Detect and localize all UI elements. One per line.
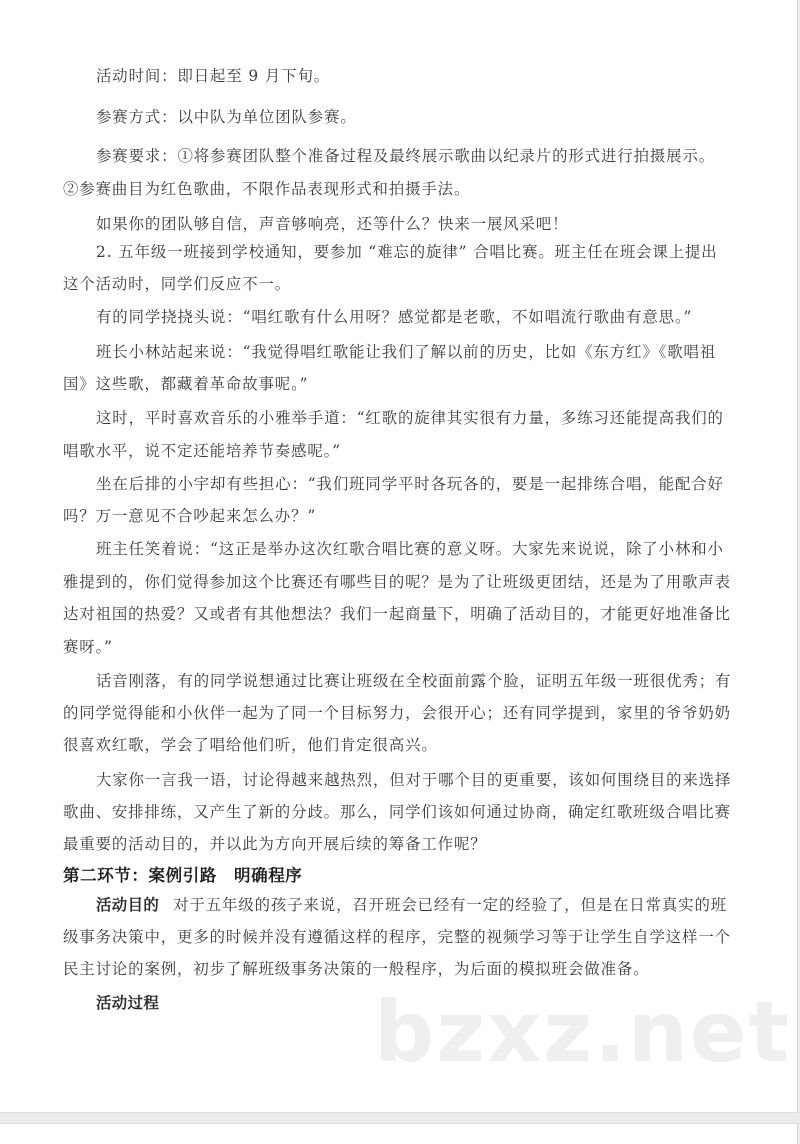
text-line: 级事务决策中，更多的时候并没有遵循这样的程序，完整的视频学习等于让学生自学这样一个 — [63, 928, 731, 946]
text-line: 大家你一言我一语，讨论得越来越热烈，但对于哪个目的更重要，该如何围绕目的来选择 — [96, 771, 732, 789]
text-line: 唱歌水平，说不定还能培养节奏感呢。” — [63, 442, 342, 460]
watermark: bzxz.net — [374, 983, 791, 1081]
text-line: 有的同学挠挠头说：“唱红歌有什么用呀？感觉都是老歌，不如唱流行歌曲有意思。” — [96, 308, 693, 326]
text-line: 参赛要求：①将参赛团队整个准备过程及最终展示歌曲以纪录片的形式进行拍摄展示。 — [96, 147, 716, 165]
text-line: 的同学觉得能和小伙伴一起为了同一个目标努力，会很开心；还有同学提到，家里的爷爷奶奶 — [63, 704, 731, 722]
text-line: 活动时间：即日起至 9 月下旬。 — [96, 67, 331, 85]
text-line: 班长小林站起来说：“我觉得唱红歌能让我们了解以前的历史，比如《东方红》《歌唱祖 — [96, 343, 717, 361]
text-line: 达对祖国的热爱？又或者有其他想法？我们一起商量下，明确了活动目的，才能更好地准备比 — [63, 605, 731, 623]
text-line: ②参赛曲目为红色歌曲，不限作品表现形式和拍摄手法。 — [63, 180, 471, 198]
text-line: 这时，平时喜欢音乐的小雅举手道：“红歌的旋律其实很有力量，多练习还能提高我们的 — [96, 409, 724, 427]
activity-purpose-text: 对于五年级的孩子来说，召开班会已经有一定的经验了，但是在日常真实的班 — [173, 896, 728, 914]
section-heading: 第二环节：案例引路 明确程序 — [63, 866, 303, 885]
text-line: 民主讨论的案例，初步了解班级事务决策的一般程序，为后面的模拟班会做准备。 — [63, 960, 650, 978]
text-line: 雅提到的，你们觉得参加这个比赛还有哪些目的呢？是为了让班级更团结，还是为了用歌声表 — [63, 573, 731, 591]
text-line: 最重要的活动目的，并以此为方向开展后续的筹备工作呢？ — [63, 835, 487, 853]
text-line: 话音刚落，有的同学说想通过比赛让班级在全校面前露个脸，证明五年级一班很优秀；有 — [96, 672, 732, 690]
text-line: 参赛方式：以中队为单位团队参赛。 — [96, 108, 357, 126]
text-line: 很喜欢红歌，学会了唱给他们听，他们肯定很高兴。 — [63, 736, 438, 754]
text-line: 坐在后排的小宇却有些担心：“我们班同学平时各玩各的，要是一起排练合唱，能配合好 — [96, 475, 724, 493]
text-line: 班主任笑着说：“这正是举办这次红歌合唱比赛的意义呀。大家先来说说，除了小林和小 — [96, 540, 724, 558]
text-line: 如果你的团队够自信，声音够响亮，还等什么？快来一展风采吧！ — [96, 215, 569, 233]
text-line: 歌曲、安排排练，又产生了新的分歧。那么，同学们该如何通过协商，确定红歌班级合唱比赛 — [63, 803, 731, 821]
text-line: 赛呀。” — [63, 638, 113, 656]
text-line: 国》这些歌，都藏着革命故事呢。” — [63, 375, 309, 393]
text-line: 这个活动时，同学们反应不一。 — [63, 275, 292, 293]
text-line: 吗？万一意见不合吵起来怎么办？” — [63, 507, 317, 525]
activity-purpose-label: 活动目的 — [96, 896, 160, 914]
activity-purpose-paragraph — [96, 895, 766, 915]
activity-process-label: 活动过程 — [96, 994, 160, 1012]
text-line: 2. 五年级一班接到学校通知，要参加 “难忘的旋律” 合唱比赛。班主任在班会课上提出 — [96, 243, 718, 261]
